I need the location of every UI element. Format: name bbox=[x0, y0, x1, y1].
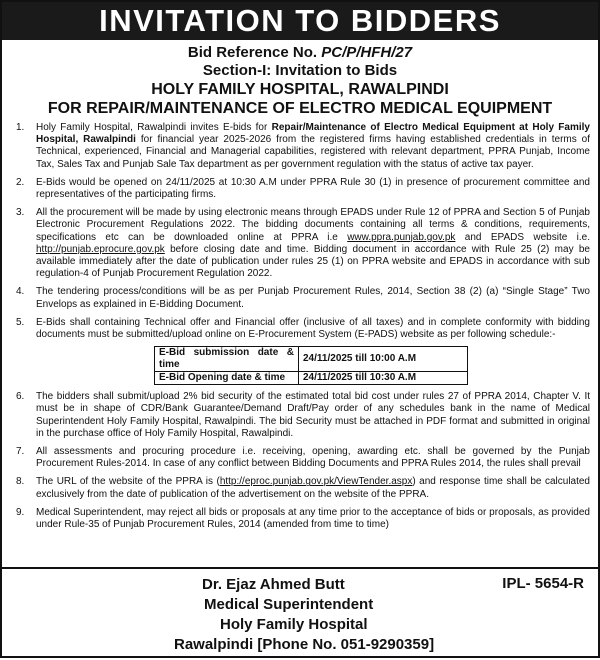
item-text: E-Bids would be opened on 24/11/2025 at 10:30 A.M under PPRA Rule 30 (1) in presence of procurement committee and representatives of the participating firms. bbox=[36, 176, 590, 201]
signatory bbox=[162, 575, 434, 655]
list-item bbox=[10, 446, 590, 470]
list-item bbox=[10, 476, 590, 500]
list-item bbox=[10, 207, 590, 280]
item-number: 6. bbox=[16, 391, 25, 403]
item-number: 4. bbox=[16, 286, 25, 298]
schedule-table bbox=[154, 346, 468, 385]
item-text: E-Bids shall containing Technical offer and Financial offer (inclusive of all taxes) and in complete conformity with bidding documents must be submitted/upload online on E-Procurement System (E-PADS) website as per following schedule:- E-Bid submission date & time 24/11/2025 till 10:00 A.M E-Bid Opening date & time 24/11/2025 till 10:30 A.M bbox=[36, 316, 590, 384]
item-text: The URL of the website of the PPRA is (http://eproc.punjab.gov.pk/ViewTender.aspx) and response time shall be calculated exclusively from the date of publication of the advertisement on the website of the PPRA. bbox=[36, 476, 590, 500]
bid-reference-label: Bid Reference No. bbox=[187, 44, 322, 61]
table-row bbox=[155, 347, 468, 372]
terms-list bbox=[10, 122, 590, 531]
schedule-label: E-Bid Opening date & time bbox=[155, 372, 299, 385]
work-heading: FOR REPAIR/MAINTENANCE OF ELECTRO MEDICAL EQUIPMENT bbox=[47, 100, 553, 117]
item-number: 3. bbox=[16, 207, 25, 219]
schedule-label: E-Bid submission date & time bbox=[155, 347, 299, 372]
item-number: 8. bbox=[16, 476, 25, 488]
item-text: All the procurement will be made by using electronic means through EPADS under Rule 12 of PPRA and Section 5 of Punjab Electronic Procurement Regulations 2022. The bidding documents containing all terms & conditions, requirements, specifications etc can be downloaded online at PPRA i.e www.ppra.punjab.gov.pk and EPADS website i.e. http://punjab.eprocure.gov.pk before closing date and time. Bidding document in accordance with Rule 25 (2) may be available immediately after the date of publication under rules 25 (1) on PPRA website and EPADS in accordance with sub regulation-4 of Punjab Procurement Regulation 2022. bbox=[36, 207, 591, 280]
item-number: 9. bbox=[16, 506, 25, 518]
list-item bbox=[10, 122, 590, 171]
signature-block bbox=[2, 567, 598, 660]
item-text: Medical Superintendent, may reject all bids or proposals at any time prior to the acceptance of bids or proposals, as provided under Rule-35 of Punjab Procurement Rules, 2014 (amended from time to time) bbox=[36, 506, 590, 531]
table-row bbox=[155, 372, 468, 385]
banner-title: INVITATION TO BIDDERS bbox=[2, 2, 598, 40]
item-text: The bidders shall submit/upload 2% bid security of the estimated total bid cost under rules 27 of PPRA 2014, Chapter V. It must be in shape of CDR/Bank Guarantee/Demand Draft/Pay order of any schedules bank in the name of Medical Superintendent Holy Family Hospital, Rawalpindi. The bid Security must be attached in PDF format and submitted in original in the purchase office of Holy Family Hospital, Rawalpindi. bbox=[36, 391, 590, 439]
ipl-code: IPL- 5654-R bbox=[502, 575, 584, 592]
signatory-address: Rawalpindi [Phone No. 051-9290359] bbox=[174, 636, 435, 653]
eproc-link[interactable]: http://eproc.punjab.gov.pk/ViewTender.aspx bbox=[219, 476, 413, 488]
section-heading: Section-I: Invitation to Bids bbox=[202, 62, 398, 79]
signatory-title: Medical Superintendent bbox=[204, 596, 374, 613]
list-item bbox=[10, 507, 590, 531]
headings bbox=[2, 43, 598, 118]
signatory-hospital: Holy Family Hospital bbox=[220, 616, 368, 633]
schedule-value: 24/11/2025 till 10:00 A.M bbox=[299, 347, 468, 372]
list-item bbox=[10, 177, 590, 201]
item-text: The tendering process/conditions will be as per Punjab Procurement Rules, 2014, Section 38 (2) (a) “Single Stage” Two Envelops as explained in E-Bidding Document. bbox=[36, 286, 590, 310]
list-item bbox=[10, 286, 590, 310]
bid-reference bbox=[2, 43, 598, 62]
item-number: 7. bbox=[16, 446, 25, 458]
item-text: All assessments and procuring procedure i.e. receiving, opening, awarding etc. shall be governed by the Punjab Procurement Rules-2014. In case of any conflict between Bidding Documents and PPRA Rules 2014, the rules shall prevail bbox=[36, 446, 590, 470]
ppra-link[interactable]: www.ppra.punjab.gov.pk bbox=[347, 231, 456, 243]
list-item bbox=[10, 317, 590, 385]
schedule-value: 24/11/2025 till 10:30 A.M bbox=[299, 372, 468, 385]
item-text: Holy Family Hospital, Rawalpindi invites E-bids for Repair/Maintenance of Electro Medical Equipment at Holy Family Hospital, Rawalpindi for financial year 2025-2026 from the registered firms having established credentials in terms of Technical, experienced, Financial and Managerial capabilities, registered with relevant department, PPRA Punjab, Income Tax, Sales Tax and Punjab Sale Tax department as per government regulation with the status of active tax payer. bbox=[36, 122, 590, 170]
signatory-name: Dr. Ejaz Ahmed Butt bbox=[202, 576, 345, 593]
list-item bbox=[10, 391, 590, 440]
epads-link[interactable]: http://punjab.eprocure.gov.pk bbox=[36, 243, 165, 255]
item-number: 1. bbox=[16, 122, 25, 133]
bid-reference-value: PC/P/HFH/27 bbox=[321, 44, 413, 61]
item-number: 2. bbox=[16, 176, 25, 188]
hospital-heading: HOLY FAMILY HOSPITAL, RAWALPINDI bbox=[151, 81, 449, 98]
item-number: 5. bbox=[16, 316, 25, 328]
